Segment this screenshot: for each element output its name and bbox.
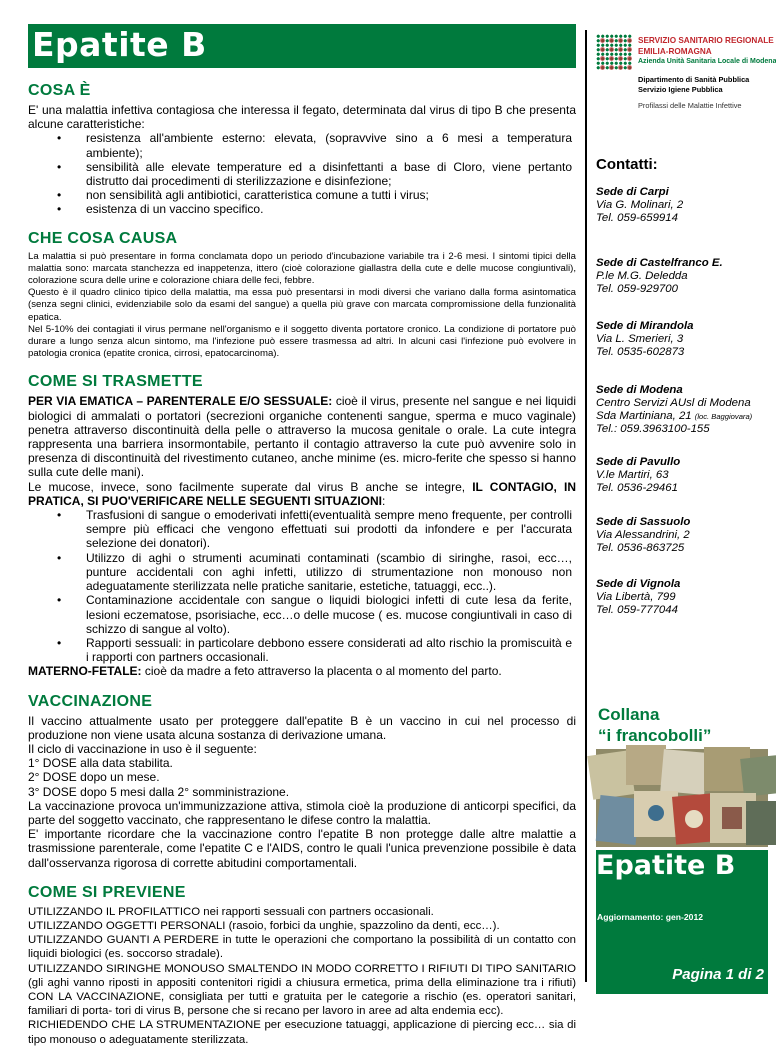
vaccinazione-line: 3° DOSE dopo 5 mesi dalla 2° somministrazione.: [28, 784, 290, 799]
trasmette-p3-lead: MATERNO-FETALE:: [28, 664, 142, 679]
title-banner: [28, 24, 576, 68]
heading-previene: COME SI PREVIENE: [28, 883, 186, 901]
office-name: Sede di Pavullo: [596, 456, 681, 468]
office-locality: (loc. Baggiovara): [694, 411, 753, 421]
service-name: Servizio Igiene Pubblica: [638, 85, 723, 94]
list-item: • Utilizzo di aghi o strumenti acuminati contaminati (scambio di siringhe, rasoi, ecc…, punture accidentali con aghi infetti, utilizzo di strumentazione non monouso non adeguatamente sterilizzata nelle pratiche sanitarie, estetiche, tatuaggi, ecc..).: [28, 551, 576, 594]
trasmette-list: [28, 508, 576, 664]
trasmette-p2: [28, 480, 576, 508]
office-address-2: [596, 410, 766, 424]
contacts-heading: Contatti:: [596, 156, 658, 173]
cosa-e-intro: E' una malattia infettiva contagiosa che interessa il fegato, determinata dal virus di tipo B che presenta alcune caratteristiche:: [28, 103, 576, 132]
office-vignola: [596, 578, 766, 616]
previene-line: UTILIZZANDO OGGETTI PERSONALI (rasoio, forbici da unghie, spazzolino da denti, ecc…).: [28, 919, 500, 932]
ssr-logo-accent: [596, 34, 632, 70]
list-item: • Trasfusioni di sangue o emoderivati infetti(eventualità sempre meno frequente, per controlli sempre più efficaci che vengono effettuati sui prodotti da infondere e per l'accurata selezione dei donatori).: [28, 508, 576, 551]
trasmette-p3-text: cioè da madre a feto attraverso la placenta o al momento del parto.: [141, 664, 502, 679]
trasmette-p1-text: cioè il virus, presente nel sangue e nei liquidi biologici di ammalati o portatori (secrezioni organiche contenenti sangue, sperma e muco vaginale) penetra attraverso discontinuità della pelle o attraverso la mucosa genitale o orale. La cute integra rappresenta una barriera insormontabile, pertanto il contagio attraverso la cute può avvenire solo in presenza di discontinuità del rivestimento cutaneo, anche minime (es. micro-ferite che spesso si hanno sulla cute delle mani).: [28, 394, 576, 480]
side-column: [596, 0, 776, 994]
footer-title: Epatite B: [596, 850, 736, 881]
profilassi-label: Profilassi delle Malattie Infettive: [638, 101, 742, 110]
office-address: Via G. Molinari, 2: [596, 198, 684, 211]
office-phone: Tel. 059-929700: [596, 282, 678, 295]
vaccinazione-body: [28, 714, 576, 870]
page-title: Epatite B: [32, 25, 207, 64]
heading-cosa-e: COSA È: [28, 82, 91, 99]
org-name-3: Azienda Unità Sanitaria Locale di Modena: [638, 58, 776, 65]
list-item: • non sensibilità agli antibiotici, caratteristica comune a tutti i virus;: [28, 188, 576, 202]
trasmette-p1: [28, 394, 576, 479]
page-number: Pagina 1 di 2: [672, 966, 764, 983]
trasmette-p2-lead: IL CONTAGIO, IN PRATICA, SI PUO'VERIFICARE NELLE SEGUENTI SITUAZIONI: [28, 479, 576, 508]
office-name: Sede di Carpi: [596, 186, 669, 198]
list-item: • resistenza all'ambiente esterno: elevata, (sopravvive sino a 6 mesi a temperatura ambiente);: [28, 131, 576, 159]
office-name: Sede di Mirandola: [596, 320, 694, 332]
column-divider: [585, 30, 587, 982]
cosa-causa-p3: Nel 5-10% dei contagiati il virus permane nell'organismo e il soggetto diventa portatore cronico. La condizione di portatore può durare a lungo senza alcun sintomo, ma l'infezione può essere trasmessa ad altri. In alcuni casi l'infezione può evolvere in patologia cronica (epatite cronica, cirrosi, epatocarcinoma).: [28, 323, 576, 360]
list-item: • sensibilità alle elevate temperature ed a disinfettanti a base di Cloro, viene pertanto distrutto dai procedimenti di sterilizzazione e disinfezione;: [28, 160, 576, 188]
department-name: Dipartimento di Sanità Pubblica: [638, 75, 750, 84]
heading-cosa-causa: CHE COSA CAUSA: [28, 229, 178, 247]
office-phone: Tel. 059-777044: [596, 603, 678, 616]
office-castelfranco: [596, 257, 766, 295]
office-phone: Tel. 059-659914: [596, 211, 678, 224]
office-address: Via Alessandrini, 2: [596, 528, 690, 541]
office-sassuolo: [596, 516, 766, 554]
office-address: Via Libertà, 799: [596, 590, 676, 603]
org-name-2: EMILIA-ROMAGNA: [638, 47, 712, 56]
vaccinazione-line: Il ciclo di vaccinazione in uso è il seguente:: [28, 741, 257, 756]
office-carpi: [596, 186, 766, 224]
cosa-e-list: [28, 131, 576, 216]
vaccinazione-line: 2° DOSE dopo un mese.: [28, 770, 160, 785]
update-date: Aggiornamento: gen-2012: [597, 912, 704, 922]
series-line-2: “i francobolli”: [598, 726, 712, 745]
vaccinazione-line: Il vaccino attualmente usato per proteggere dall'epatite B è un vaccino in cui nel processo di produzione non viene usata alcuna sostanza di derivazione umana.: [28, 713, 576, 742]
office-street: Sda Martiniana, 21: [596, 409, 692, 422]
cosa-causa-p2: Questo è il quadro clinico tipico della malattia, ma essa può presentarsi in modi diversi che variano dalla forma asintomatica (senza segni clinici, evidenziabile solo da esami del sangue) a quella più grave con marcata compromissione della funzionalità epatica.: [28, 287, 576, 323]
office-mirandola: [596, 320, 766, 358]
previene-body: [28, 905, 576, 1047]
list-item: • Rapporti sessuali: in particolare debbono essere considerati ad alto rischio la promiscuità e i rapporti con partners occasionali.: [28, 636, 576, 664]
office-phone: Tel. 0535-602873: [596, 345, 685, 358]
list-item: • esistenza di un vaccino specifico.: [28, 202, 576, 216]
previene-line: UTILIZZANDO IL PROFILATTICO nei rapporti sessuali con partners occasionali.: [28, 905, 434, 918]
office-address: Via L. Smerieri, 3: [596, 332, 684, 345]
org-name-1: SERVIZIO SANITARIO REGIONALE: [638, 36, 774, 45]
previene-line: UTILIZZANDO SIRINGHE MONOUSO SMALTENDO IN MODO CORRETTO I RIFIUTI DI TIPO SANITARIO (gli aghi vanno riposti in appositi contenitori rigidi a chiusura ermetica, prima della eliminazione tra i rifiuti) CON LA VACCINAZIONE, consigliata per tutti e gratuita per le categorie a rischio (es. operatori sanitari, familiari di porta- tori di virus B, persone che si recano per lavoro in aree ad alta endemia ecc).: [28, 962, 576, 1018]
office-name: Sede di Sassuolo: [596, 516, 691, 528]
office-name: Sede di Castelfranco E.: [596, 257, 723, 269]
main-column: [28, 24, 576, 1047]
office-phone: Tel. 0536-863725: [596, 541, 685, 554]
trasmette-p2-end: :: [382, 493, 386, 508]
office-phone: Tel. 0536-29461: [596, 481, 678, 494]
list-item: • Contaminazione accidentale con sangue o liquidi biologici infetti di cute lesa da ferite, lesioni eczematose, psorisiache, ecc…o delle mucose ( es. mucose congiuntivali in caso di schizzo di sangue al volto).: [28, 593, 576, 636]
stamps-photo: [596, 749, 768, 847]
stamps-illustration: [596, 749, 768, 847]
vaccinazione-line: 1° DOSE alla data stabilita.: [28, 756, 173, 771]
office-phone: Tel.: 059.3963100-155: [596, 423, 710, 436]
heading-trasmette: COME SI TRASMETTE: [28, 373, 203, 391]
office-name: Sede di Modena: [596, 384, 683, 396]
previene-line: UTILIZZANDO GUANTI A PERDERE in tutte le operazioni che comportano la possibilità di un contatto con liquidi biologici (es. soccorso stradale).: [28, 934, 576, 961]
office-address: V.le Martiri, 63: [596, 468, 669, 481]
vaccinazione-line: La vaccinazione provoca un'immunizzazione attiva, stimola cioè la produzione di anticorpi specifici, da parte del soggetto vaccinato, che rappresentano le difese contro la malattia.: [28, 798, 576, 827]
cosa-causa-p1: La malattia si può presentare in forma conclamata dopo un periodo d'incubazione variabile tra i 2-6 mesi. I sintomi tipici della malattia sono: marcata stanchezza ed inappetenza, ittero (cioè colorazione giallastra della cute e delle mucose congiuntivali), colorazione scura delle urine e colorazione chiara delle feci, febbre.: [28, 250, 576, 287]
series-line-1: Collana: [598, 705, 660, 724]
previene-line: RICHIEDENDO CHE LA STRUMENTAZIONE per esecuzione tatuaggi, applicazione di piercing ecc… sia di tipo monouso o adeguatamente sterilizzata.: [28, 1019, 576, 1046]
trasmette-p3: [28, 664, 576, 678]
vaccinazione-line: E' importante ricordare che la vaccinazione contro l'epatite B non protegge dalle altre malattie a trasmissione parenterale, come l'epatite C e l'AIDS, contro le quali l'unica prevenzione possibile è data dall'osservanza rigorosa di corrette abitudini comportamentali.: [28, 827, 576, 870]
trasmette-p2-text: Le mucose, invece, sono facilmente superate dal virus B anche se integre,: [28, 479, 473, 494]
office-name: Sede di Vignola: [596, 578, 681, 590]
trasmette-p1-lead: PER VIA EMATICA – PARENTERALE E/O SESSUALE:: [28, 394, 333, 409]
series-label: [598, 704, 711, 746]
office-address: P.le M.G. Deledda: [596, 269, 688, 282]
office-modena: [596, 384, 766, 436]
office-pavullo: [596, 456, 766, 494]
heading-vaccinazione: VACCINAZIONE: [28, 692, 153, 710]
office-address: Centro Servizi AUsl di Modena: [596, 396, 751, 409]
